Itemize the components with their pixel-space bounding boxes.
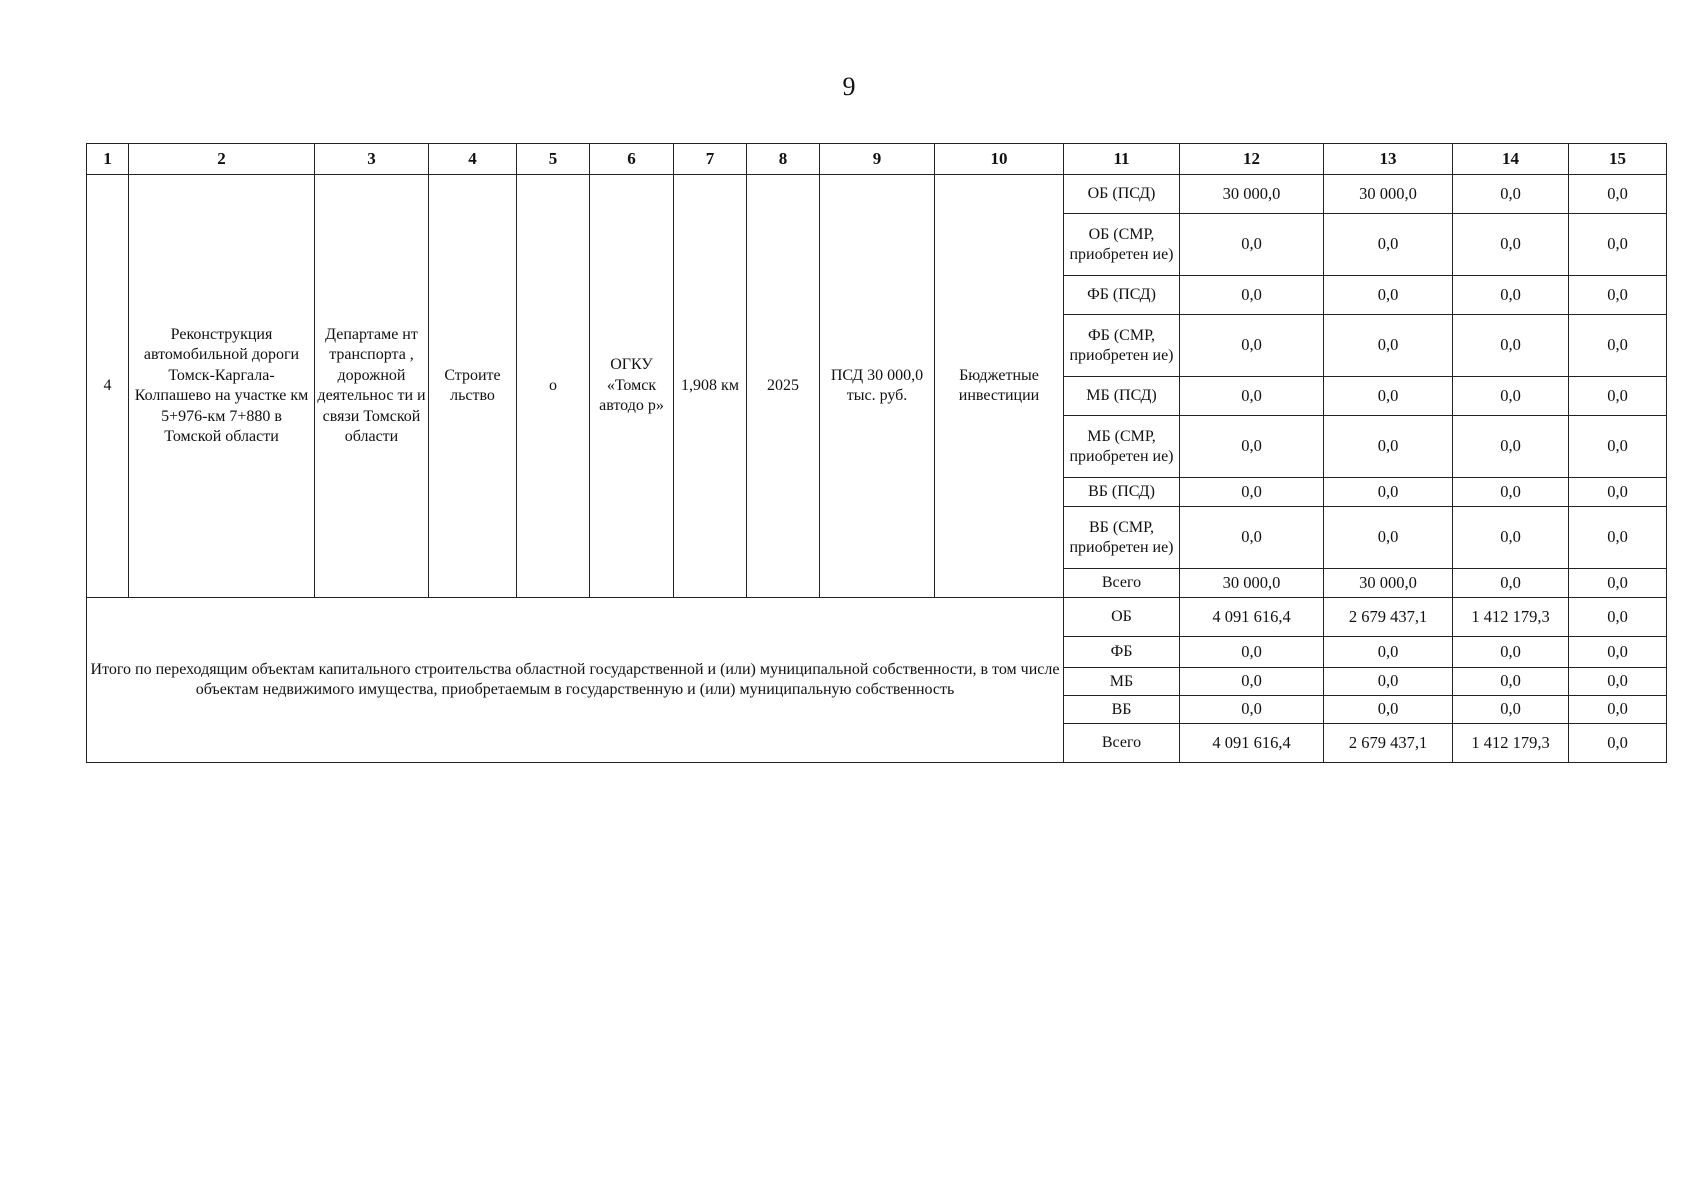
- amount-cell: 0,0: [1324, 276, 1453, 315]
- amount-cell: 30 000,0: [1324, 175, 1453, 214]
- column-header: 15: [1569, 144, 1667, 175]
- amount-cell: 0,0: [1453, 377, 1569, 416]
- amount-cell: 4 091 616,4: [1180, 724, 1324, 763]
- summary-row: [87, 598, 1667, 637]
- amount-cell: 0,0: [1453, 478, 1569, 507]
- completion-year: 2025: [747, 175, 820, 598]
- amount-cell: 0,0: [1180, 507, 1324, 569]
- summary-label: Итого по переходящим объектам капитального строительства областной государственной и (или) муниципальной собственности, в том числе объектам недвижимого имущества, приобретаемым в государственную и (или) муниципальную собственность: [87, 598, 1064, 763]
- amount-cell: 0,0: [1569, 276, 1667, 315]
- amount-cell: 0,0: [1324, 696, 1453, 724]
- amount-cell: 0,0: [1453, 569, 1569, 598]
- capacity: 1,908 км: [674, 175, 747, 598]
- funding-source: Всего: [1064, 569, 1180, 598]
- amount-cell: 0,0: [1569, 668, 1667, 696]
- amount-cell: 1 412 179,3: [1453, 598, 1569, 637]
- page-number: 9: [842, 72, 856, 101]
- object-name: Реконструкция автомобильной дороги Томск-Каргала-Колпашево на участке км 5+976-км 7+880 в Томской области: [129, 175, 315, 598]
- funding-source: ОБ: [1064, 598, 1180, 637]
- amount-cell: 0,0: [1453, 214, 1569, 276]
- column-header: 13: [1324, 144, 1453, 175]
- amount-cell: 0,0: [1453, 696, 1569, 724]
- amount-cell: 0,0: [1324, 637, 1453, 668]
- amount-cell: 0,0: [1324, 214, 1453, 276]
- amount-cell: 0,0: [1180, 637, 1324, 668]
- funding-source: ФБ (СМР, приобретен ие): [1064, 315, 1180, 377]
- column-header: 8: [747, 144, 820, 175]
- amount-cell: 0,0: [1324, 377, 1453, 416]
- amount-cell: 0,0: [1180, 214, 1324, 276]
- amount-cell: 30 000,0: [1324, 569, 1453, 598]
- amount-cell: 0,0: [1569, 507, 1667, 569]
- amount-cell: 4 091 616,4: [1180, 598, 1324, 637]
- amount-cell: 2 679 437,1: [1324, 724, 1453, 763]
- column-header: 5: [517, 144, 590, 175]
- amount-cell: 0,0: [1453, 416, 1569, 478]
- table-row: [87, 175, 1667, 214]
- amount-cell: 0,0: [1180, 416, 1324, 478]
- column-header: 7: [674, 144, 747, 175]
- ownership-type: о: [517, 175, 590, 598]
- amount-cell: 2 679 437,1: [1324, 598, 1453, 637]
- work-type: Строите льство: [429, 175, 517, 598]
- amount-cell: 0,0: [1324, 315, 1453, 377]
- column-header: 1: [87, 144, 129, 175]
- funding-source: ВБ: [1064, 696, 1180, 724]
- amount-cell: 0,0: [1453, 175, 1569, 214]
- amount-cell: 1 412 179,3: [1453, 724, 1569, 763]
- amount-cell: 0,0: [1180, 276, 1324, 315]
- investment-form: Бюджетные инвестиции: [935, 175, 1064, 598]
- column-header: 6: [590, 144, 674, 175]
- amount-cell: 0,0: [1180, 478, 1324, 507]
- funding-source: ВБ (ПСД): [1064, 478, 1180, 507]
- amount-cell: 0,0: [1569, 569, 1667, 598]
- header-row: [87, 144, 1667, 175]
- amount-cell: 0,0: [1569, 478, 1667, 507]
- responsible-body: Департаме нт транспорта , дорожной деятельнос ти и связи Томской области: [315, 175, 429, 598]
- funding-source: МБ (ПСД): [1064, 377, 1180, 416]
- amount-cell: 0,0: [1324, 668, 1453, 696]
- amount-cell: 0,0: [1453, 637, 1569, 668]
- amount-cell: 0,0: [1453, 276, 1569, 315]
- amount-cell: 0,0: [1569, 637, 1667, 668]
- funding-source: ФБ: [1064, 637, 1180, 668]
- amount-cell: 0,0: [1569, 416, 1667, 478]
- amount-cell: 0,0: [1569, 598, 1667, 637]
- amount-cell: 0,0: [1180, 696, 1324, 724]
- column-header: 2: [129, 144, 315, 175]
- amount-cell: 0,0: [1569, 214, 1667, 276]
- column-header: 12: [1180, 144, 1324, 175]
- row-number: 4: [87, 175, 129, 598]
- funding-source: Всего: [1064, 724, 1180, 763]
- customer: ОГКУ «Томск автодо р»: [590, 175, 674, 598]
- amount-cell: 0,0: [1180, 315, 1324, 377]
- amount-cell: 0,0: [1569, 377, 1667, 416]
- column-header: 4: [429, 144, 517, 175]
- funding-source: ОБ (СМР, приобретен ие): [1064, 214, 1180, 276]
- funding-source: МБ: [1064, 668, 1180, 696]
- column-header: 9: [820, 144, 935, 175]
- amount-cell: 0,0: [1569, 696, 1667, 724]
- column-header: 10: [935, 144, 1064, 175]
- amount-cell: 0,0: [1569, 315, 1667, 377]
- funding-source: ФБ (ПСД): [1064, 276, 1180, 315]
- column-header: 11: [1064, 144, 1180, 175]
- estimated-cost: ПСД 30 000,0 тыс. руб.: [820, 175, 935, 598]
- column-header: 14: [1453, 144, 1569, 175]
- amount-cell: 30 000,0: [1180, 175, 1324, 214]
- funding-source: ОБ (ПСД): [1064, 175, 1180, 214]
- amount-cell: 0,0: [1453, 507, 1569, 569]
- funding-source: МБ (СМР, приобретен ие): [1064, 416, 1180, 478]
- amount-cell: 0,0: [1324, 416, 1453, 478]
- amount-cell: 0,0: [1453, 668, 1569, 696]
- amount-cell: 0,0: [1324, 507, 1453, 569]
- amount-cell: 0,0: [1569, 175, 1667, 214]
- funding-source: ВБ (СМР, приобретен ие): [1064, 507, 1180, 569]
- amount-cell: 0,0: [1180, 377, 1324, 416]
- amount-cell: 0,0: [1180, 668, 1324, 696]
- investment-table: [86, 143, 1667, 763]
- amount-cell: 0,0: [1324, 478, 1453, 507]
- amount-cell: 0,0: [1453, 315, 1569, 377]
- amount-cell: 30 000,0: [1180, 569, 1324, 598]
- column-header: 3: [315, 144, 429, 175]
- amount-cell: 0,0: [1569, 724, 1667, 763]
